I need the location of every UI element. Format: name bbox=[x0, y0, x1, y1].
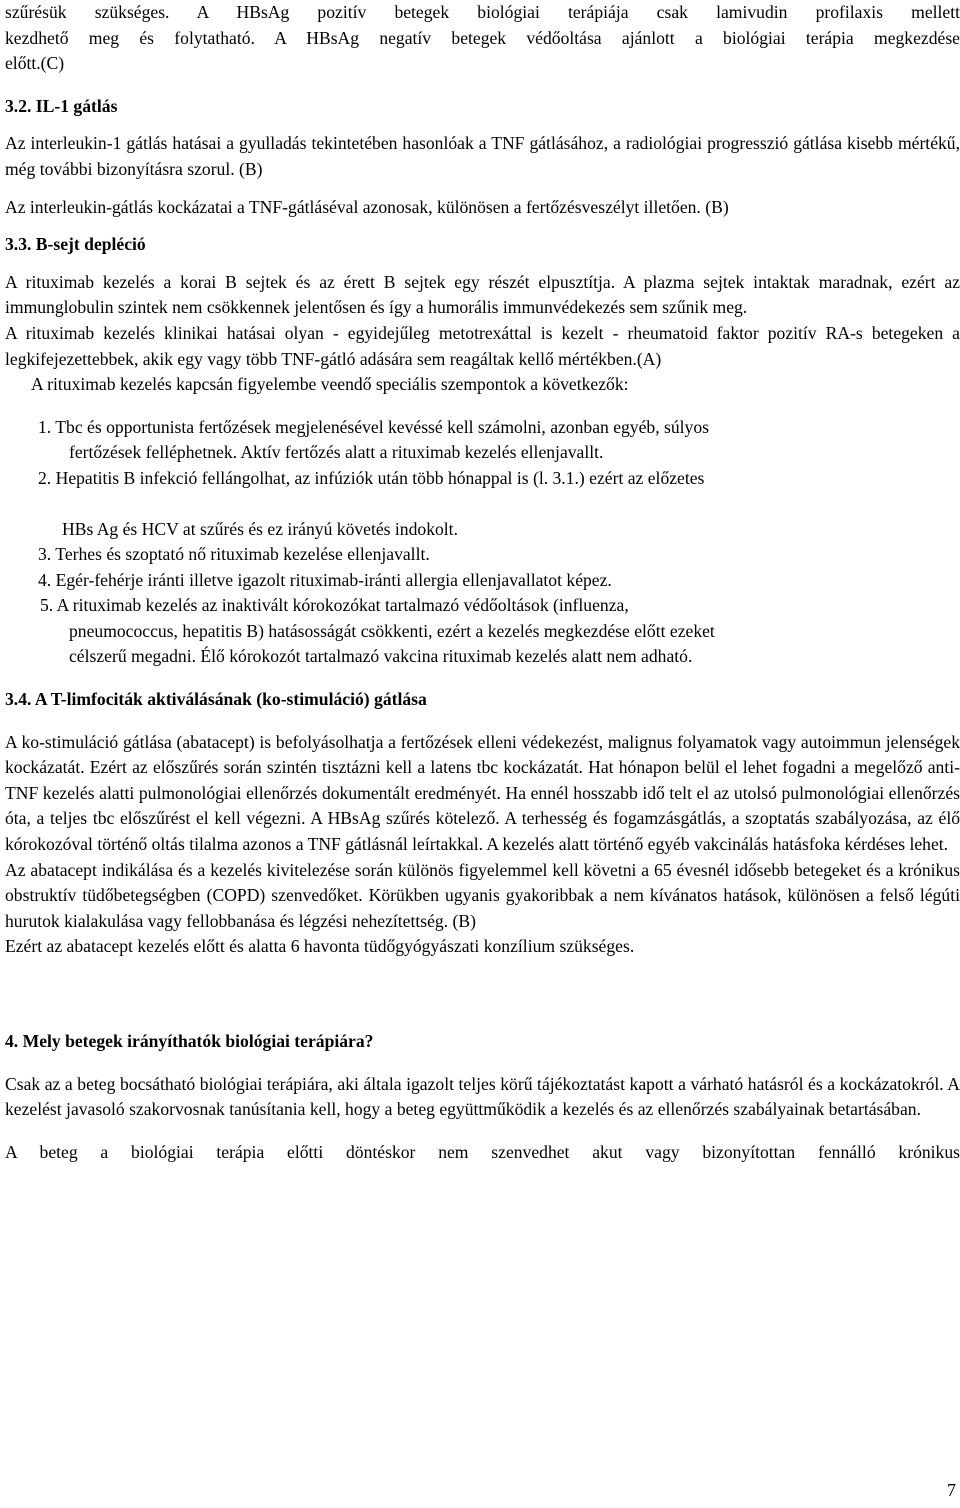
section-3-4-heading: 3.4. A T-limfociták aktiválásának (ko-stimuláció) gátlása bbox=[5, 689, 427, 710]
list-item-number: 4. bbox=[38, 569, 52, 590]
section-3-4-paragraph-2: Az abatacept indikálása és a kezelés kivitelezése során különös figyelemmel kell követni a 65 évesnél idősebb betegeket és a krónikus obstruktív tüdőbetegségben (COPD) szenvedőket. Körükben ugyanis gyakoribbak a nem kívánatos hatások, különösen a felső légúti hurutok kialakulása vagy fellobbanása és légzési nehezítettség. (B) bbox=[5, 859, 960, 931]
section-3-3-paragraph-2: A rituximab kezelés klinikai hatásai olyan - egyidejűleg metotrexáttal is kezelt - rheumatoid faktor pozitív RA-s betegeken a legkifejezettebbek, akik egy vagy több TNF-gátló adására sem reagáltak kellő mértékben.(A) bbox=[5, 322, 960, 369]
intro-line-1: szűrésük szükséges. A HBsAg pozitív betegek biológiai terápiája csak lamivudin profilaxis mellett bbox=[5, 2, 960, 22]
list-item-text: Tbc és opportunista fertőzések megjelenésével kevéssé kell számolni, azonban egyéb, súlyos bbox=[55, 416, 709, 437]
list-item-continuation: pneumococcus, hepatitis B) hatásosságát csökkenti, ezért a kezelés megkezdése előtt ezeket bbox=[69, 620, 715, 641]
section-4-heading: 4. Mely betegek irányíthatók biológiai terápiára? bbox=[5, 1031, 374, 1051]
section-4-paragraph-2: A beteg a biológiai terápia előtti döntéskor nem szenvedhet akut vagy bizonyítottan fennálló krónikus bbox=[5, 1141, 960, 1162]
list-item-text: Hepatitis B infekció fellángolhat, az infúziók után több hónappal is (l. 3.1.) ezért az előzetes bbox=[55, 467, 705, 488]
list-item-number: 2. bbox=[38, 467, 52, 488]
section-3-2-heading: 3.2. IL-1 gátlás bbox=[5, 95, 118, 116]
list-item-number: 5. bbox=[40, 595, 54, 616]
section-3-4-paragraph-3: Ezért az abatacept kezelés előtt és alatta 6 havonta tüdőgyógyászati konzílium szükséges. bbox=[5, 936, 635, 957]
section-4-paragraph-1: Csak az a beteg bocsátható biológiai terápiára, aki általa igazolt teljes körű tájékoztatást kapott a várható hatásról és a kockázatokról. A kezelést javasoló szakorvosnak tanúsítania kell, hogy a beteg együttműködik a kezelés és az ellenőrzés szabályainak betartásában. bbox=[5, 1073, 960, 1120]
document-page bbox=[5, 0, 960, 1165]
section-3-2-paragraph-2: Az interleukin-gátlás kockázatai a TNF-gátláséval azonosak, különösen a fertőzésveszélyt illetően. (B) bbox=[5, 196, 729, 217]
list-item-text: Egér-fehérje iránti illetve igazolt rituximab-iránti allergia ellenjavallatot képez. bbox=[55, 569, 612, 590]
list-item-text: A rituximab kezelés az inaktivált kórokozókat tartalmazó védőoltások (influenza, bbox=[56, 595, 629, 616]
list-item-continuation: célszerű megadni. Élő kórokozót tartalmazó vakcina rituximab kezelés alatt nem adható. bbox=[69, 646, 693, 667]
section-3-3-paragraph-1: A rituximab kezelés a korai B sejtek és az érett B sejtek egy részét elpusztítja. A plazma sejtek intaktak maradnak, ezért az immunglobulin szintek nem csökkennek jelentősen és így a humorális immunvédekezés sem szűnik meg. bbox=[5, 271, 960, 318]
list-item bbox=[5, 593, 960, 670]
list-item bbox=[5, 568, 960, 594]
page-number: 7 bbox=[947, 1480, 956, 1500]
section-3-3-heading: 3.3. B-sejt depléció bbox=[5, 234, 146, 255]
list-item-continuation: HBs Ag és HCV at szűrés és ez irányú követés indokolt. bbox=[62, 518, 458, 539]
list-intro: A rituximab kezelés kapcsán figyelembe veendő speciális szempontok a következők: bbox=[31, 374, 629, 395]
list-item-number: 1. bbox=[38, 416, 52, 437]
list-item-continuation: fertőzések felléphetnek. Aktív fertőzés alatt a rituximab kezelés ellenjavallt. bbox=[69, 442, 604, 463]
list-item bbox=[5, 466, 960, 492]
rituximab-considerations-list bbox=[5, 415, 960, 670]
list-item bbox=[5, 415, 960, 466]
intro-line-3: előtt.(C) bbox=[5, 53, 65, 74]
section-3-2-paragraph-1: Az interleukin-1 gátlás hatásai a gyulladás tekintetében hasonlóak a TNF gátlásához, a radiológiai progresszió gátlása kisebb mértékű, még további bizonyításra szorul. (B) bbox=[5, 133, 960, 179]
section-3-4-paragraph-1: A ko-stimuláció gátlása (abatacept) is befolyásolhatja a fertőzések elleni védekezést, malignus folyamatok vagy autoimmun jelenségek kockázatát. Ezért az előszűrés során szintén tisztázni kell a latens tbc kockázatát. Hat hónapon belül el lehet fogadni a megelőző anti-TNF kezelés alatti pulmonológiai ellenőrzés dokumentált eredményét. Ha ennél hosszabb idő telt el az utolsó pulmonológiai ellenőrzés óta, a teljes tbc előszűrést el kell végezni. A HBsAg szűrés kötelező. A terhesség és fogamzásgátlás, a szoptatás szabályozása, az élő kórokozóval történő oltás tilalma azonos a TNF gátlásnál leírtakkal. A kezelés alatt történő egyéb vakcinálás hatásfoka kérdéses lehet. bbox=[5, 731, 960, 855]
list-item-number: 3. bbox=[38, 544, 52, 565]
list-item-text: Terhes és szoptató nő rituximab kezelése ellenjavallt. bbox=[55, 544, 430, 565]
list-item bbox=[5, 542, 960, 568]
intro-line-2: kezdhető meg és folytatható. A HBsAg negatív betegek védőoltása ajánlott a biológiai terápia megkezdése bbox=[5, 27, 960, 48]
list-item bbox=[5, 517, 960, 543]
